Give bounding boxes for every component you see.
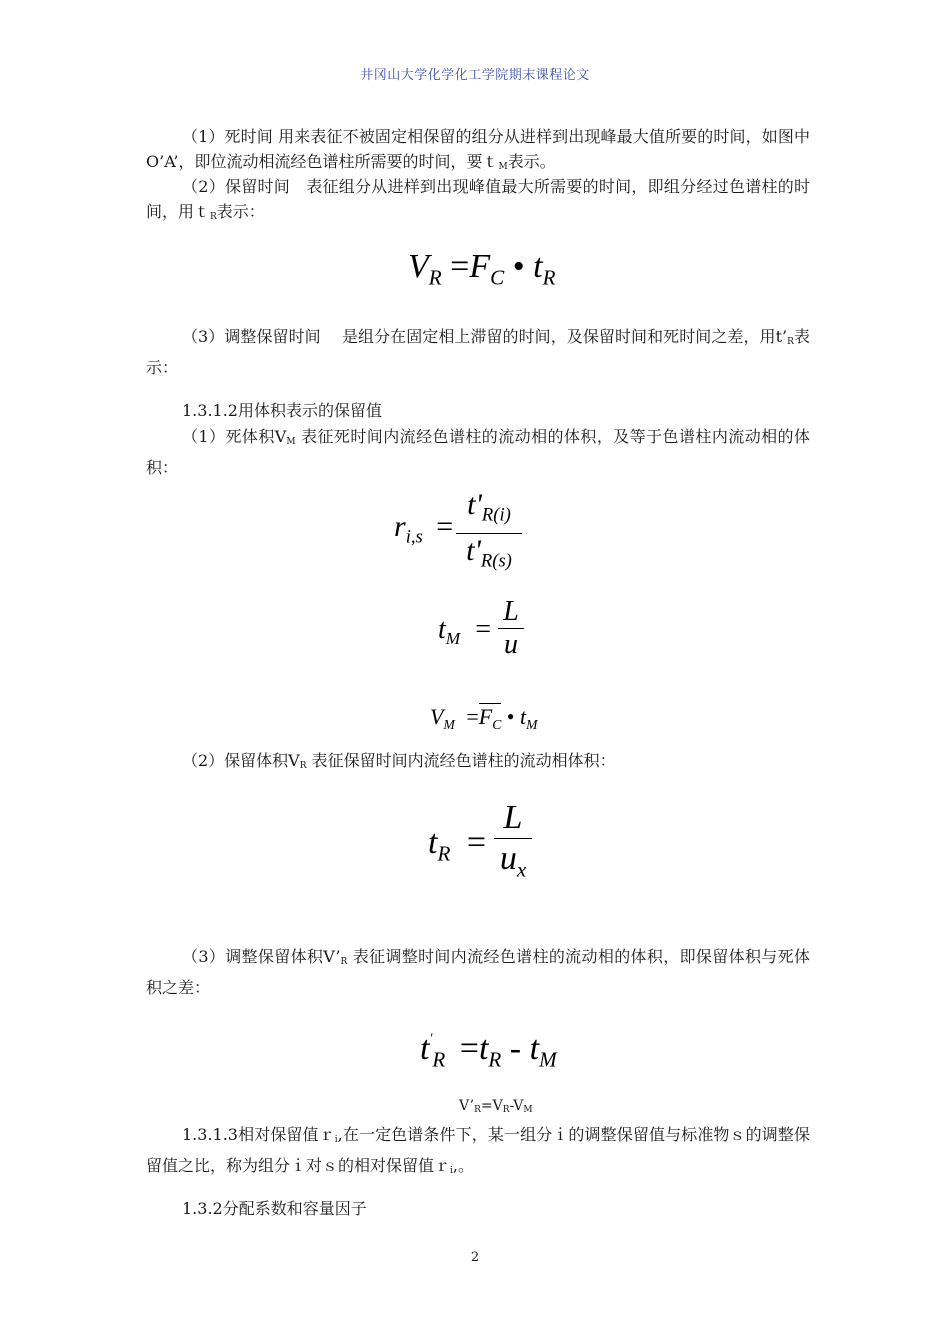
paragraph-relative-retention: 1.3.1.3相对保留值ｒ$_i$,在一定色谱条件下，某一组分ｉ的调整保留值与标准物ｓ的调整保留值之比，称为组分ｉ对ｓ的相对保留值ｒ$_i$,。 [146, 1125, 810, 1176]
section-heading-volume: 1.3.1.2用体积表示的保留值 [182, 401, 382, 420]
section-heading-partition: 1.3.2分配系数和容量因子 [182, 1199, 367, 1218]
page-header: 井冈山大学化学化工学院期末课程论文 [360, 68, 590, 83]
paragraph-adjusted-retention-time: （3）调整保留时间 是组分在固定相上滞留的时间，及保留时间和死时间之差，用$t’_R$表示： [146, 327, 810, 377]
paragraph-adjusted-retention-volume: （3）调整保留体积$V’_R$ 表征调整时间内流经色谱柱的流动相的体积，即保留体积与死体积之差： [146, 947, 810, 997]
paragraph-retention-volume: （2）保留体积$V_R$ 表征保留时间内流经色谱柱的流动相体积： [182, 751, 616, 771]
equation-vr: $V_R =F_C$ • $t_R$ [408, 248, 556, 290]
paragraph-dead-time: （1）死时间 用来表征不被固定相保留的组分从进样到出现峰最大值所要的时间，如图中O’A’，即位流动相流经色谱柱所需要的时间，要ｔ$_M$表示。 [146, 127, 810, 172]
equation-relative-retention-fraction: $t'_{R(i)}$ $t'_{R(s)}$ [456, 488, 522, 578]
equation-relative-retention-lhs: $r_{i,s}$ = [394, 510, 454, 548]
equation-adjusted-volume: $V’_R=V_R-V_M$ [459, 1098, 533, 1115]
equation-vm: $V_M =F_C$ • $t_M$ [430, 704, 538, 732]
equation-tm-lhs: $t_M$ = [438, 614, 492, 649]
equation-adjusted-tr: $t'_R =t_R - t_M$ [420, 1030, 557, 1072]
page-number: 2 [470, 1250, 480, 1265]
equation-tr-fraction: L $u_x$ [494, 798, 532, 889]
equation-tm-fraction: L u [498, 596, 524, 661]
paragraph-dead-volume: （1）死体积$V_M$ 表征死时间内流经色谱柱的流动相的体积，及等于色谱柱内流动相的体积： [146, 427, 810, 477]
paragraph-retention-time: （2）保留时间 表征组分从进样到出现峰值最大所需要的时间，即组分经过色谱柱的时间，用ｔ$_R$表示： [146, 177, 810, 222]
equation-tr-lhs: $t_R$ = [428, 824, 487, 866]
